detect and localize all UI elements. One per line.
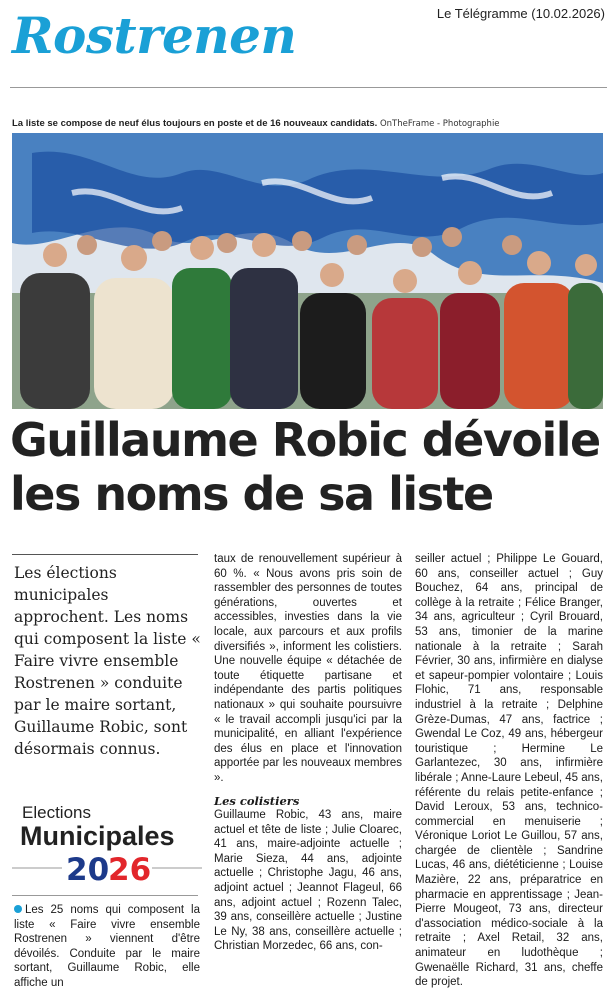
col3-paragraph: seiller actuel ; Philippe Le Gouard, 60 ans, conseiller actuel ; Guy Bouchez, 64 ans, principal de collège à la retraite ; Félice Branger, 34 ans, agriculteur ; Cyril Brouard, 53 ans, timonier de la marine nationale à la retraite ; Sarah Février, 30 ans, infirmière en dialyse et sapeur-pompier volontaire ; Louis Flohic, 71 ans, responsable industriel à la retraite ; Delphine Grèze-Dumas, 47 ans, factrice ; Gwendal Le Coz, 49 ans, hébergeur touristique ; Hermine Le Garlantezec, 30 ans, infirmière libérale ; Anne-Laure Lebeul, 45 ans, référente du relais petite-enfance ; David Leroux, 53 ans, technico-commercial en menuiserie ; Véronique Loriot Le Guillou, 57 ans, chargée de clientèle ; Sandrine Lucas, 46 ans, diététicienne ; Louise Mazière, 22 ans, préparatrice en pharmacie en apprentissage ; Jean-Pierre Mougeot, 73 ans, directeur d'association médico-sociale à la retraite ; Axel Retail, 32 ans, animateur en ludothèque ; Gwenaëlle Richard, 31 ans, cheffe de projet. (415, 553, 603, 989)
article-lead: Les élections municipales approchent. Les noms qui composent la liste « Faire vivre ensemble Rostrenen » conduite par le maire sortant, Guillaume Robic, sont désormais connus. (14, 564, 201, 758)
badge-line1: Elections (22, 803, 91, 822)
intro-paragraph (14, 903, 200, 990)
colistiers-subhead: Les colistiers (214, 793, 300, 808)
newspaper-town-title: Rostrenen (12, 6, 297, 65)
header-divider (10, 87, 607, 88)
group-photo (12, 133, 603, 409)
article-column-2 (214, 552, 402, 954)
badge-divider (12, 895, 198, 896)
badge-year-part1: 20 (66, 852, 110, 888)
lead-divider (12, 554, 198, 555)
badge-line2: Municipales (20, 821, 175, 851)
elections-badge (12, 800, 202, 890)
elections-logo (12, 800, 202, 890)
badge-year-part2: 26 (108, 852, 152, 888)
article-column-3 (415, 552, 603, 990)
photo-credit: OnTheFrame - Photographie (379, 119, 500, 129)
source-label: Le Télégramme (10.02.2026) (436, 6, 605, 21)
intro-text: Les 25 noms qui composent la liste « Faire vivre ensemble Rostrenen » viennent d'être dévoilés. Conduite par le maire sortant, Guillaume Robic, elle affiche un (14, 904, 200, 989)
caption-text: La liste se compose de neuf élus toujours en poste et de 16 nouveaux candidats. (12, 118, 378, 129)
photo-caption (12, 118, 500, 129)
col2-paragraph-2: Guillaume Robic, 43 ans, maire actuel et tête de liste ; Julie Cloarec, 41 ans, maire-adjointe actuelle ; Marie Sieza, 44 ans, adjointe actuelle ; Christophe Jagu, 46 ans, adjoint actuel ; Jeannot Flageul, 66 ans, adjoint actuel ; Rozenn Talec, 39 ans, conseillère actuelle ; Justine Le Ny, 38 ans, conseillère actuelle ; Christian Morzedec, 66 ans, con- (214, 809, 402, 953)
group-photo-illustration (12, 133, 603, 409)
article-headline: Guillaume Robic dévoile les noms de sa liste (10, 413, 600, 521)
col2-paragraph-1: taux de renouvellement supérieur à 60 %. « Nous avons pris soin de rassembler des personnes de toutes générations, ouvertes et accessibles, investies dans la vie locale, aux parcours et aux profils diversifiés », informent les colistiers. Une nouvelle équipe « détachée de toute étiquette partisane et indépendante des partis politiques nationaux » qui souhaite poursuivre « le travail accompli jusqu'ici par la municipalité, en alliant l'expérience des élus en place et l'innovation apportée par les nouveaux membres ». (214, 553, 402, 784)
bullet-dot-icon (14, 905, 22, 913)
